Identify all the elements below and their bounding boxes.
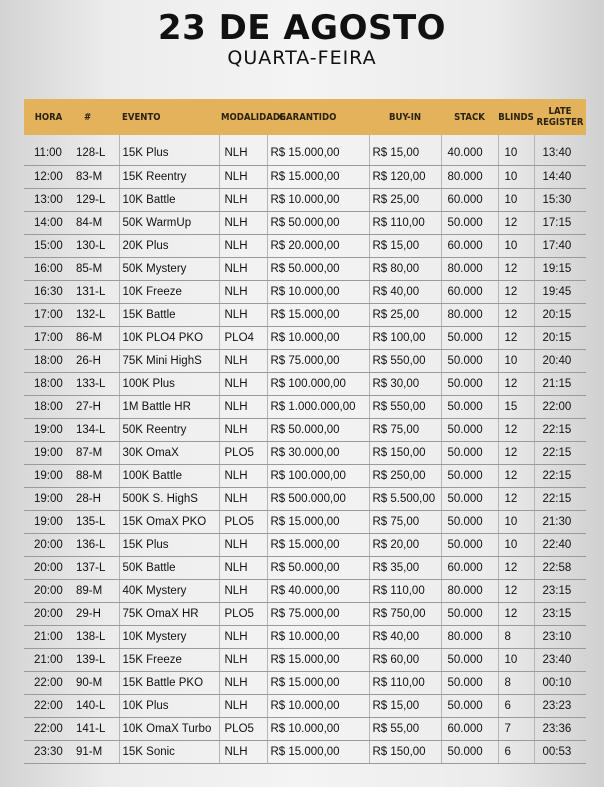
table-row: [24, 326, 586, 349]
cell-blinds: 10: [498, 648, 534, 671]
cell-stack: 50.000: [441, 671, 498, 694]
cell-late-register: 00:53: [534, 740, 586, 763]
cell-stack: 60.000: [441, 280, 498, 303]
cell-modalidade: NLH: [219, 257, 267, 280]
cell-blinds: 10: [498, 135, 534, 165]
cell-hora: 11:00: [24, 135, 73, 165]
cell-blinds: 7: [498, 717, 534, 740]
cell-evento: 100K Plus: [119, 372, 219, 395]
cell-modalidade: NLH: [219, 211, 267, 234]
cell-modalidade: NLH: [219, 165, 267, 188]
cell-stack: 80.000: [441, 257, 498, 280]
col-header-late-register: [534, 99, 586, 135]
cell-modalidade: NLH: [219, 648, 267, 671]
page-subtitle: QUARTA-FEIRA: [227, 47, 377, 69]
cell-hora: 19:00: [24, 487, 73, 510]
cell-buyin: R$ 100,00: [369, 326, 441, 349]
cell-number: 86-M: [73, 326, 119, 349]
cell-modalidade: NLH: [219, 464, 267, 487]
cell-buyin: R$ 25,00: [369, 188, 441, 211]
cell-blinds: 12: [498, 303, 534, 326]
cell-late-register: 21:30: [534, 510, 586, 533]
cell-stack: 50.000: [441, 326, 498, 349]
cell-garantido: R$ 15.000,00: [267, 165, 369, 188]
cell-stack: 50.000: [441, 694, 498, 717]
cell-garantido: R$ 50.000,00: [267, 418, 369, 441]
cell-evento: 15K Sonic: [119, 740, 219, 763]
col-header-evento: EVENTO: [122, 111, 161, 123]
table-row: [24, 211, 586, 234]
table-row: [24, 395, 586, 418]
col-header-garantido: GARANTIDO: [279, 111, 337, 123]
cell-evento: 100K Battle: [119, 464, 219, 487]
cell-garantido: R$ 15.000,00: [267, 671, 369, 694]
col-header-hora: HORA: [34, 111, 63, 123]
cell-late-register: 22:00: [534, 395, 586, 418]
cell-modalidade: NLH: [219, 487, 267, 510]
cell-blinds: 8: [498, 671, 534, 694]
table-row: [24, 510, 586, 533]
cell-evento: 50K Reentry: [119, 418, 219, 441]
cell-blinds: 8: [498, 625, 534, 648]
cell-buyin: R$ 60,00: [369, 648, 441, 671]
cell-evento: 50K WarmUp: [119, 211, 219, 234]
cell-hora: 21:00: [24, 625, 73, 648]
cell-late-register: 22:40: [534, 533, 586, 556]
cell-stack: 60.000: [441, 188, 498, 211]
cell-hora: 13:00: [24, 188, 73, 211]
cell-number: 132-L: [73, 303, 119, 326]
cell-number: 139-L: [73, 648, 119, 671]
cell-number: 140-L: [73, 694, 119, 717]
table-row: [24, 648, 586, 671]
cell-buyin: R$ 5.500,00: [369, 487, 441, 510]
cell-modalidade: NLH: [219, 418, 267, 441]
cell-stack: 50.000: [441, 487, 498, 510]
cell-late-register: 23:10: [534, 625, 586, 648]
cell-stack: 40.000: [441, 135, 498, 165]
cell-evento: 10K Freeze: [119, 280, 219, 303]
cell-blinds: 12: [498, 326, 534, 349]
cell-buyin: R$ 150,00: [369, 441, 441, 464]
cell-stack: 50.000: [441, 648, 498, 671]
cell-number: 130-L: [73, 234, 119, 257]
cell-stack: 80.000: [441, 625, 498, 648]
cell-buyin: R$ 80,00: [369, 257, 441, 280]
cell-garantido: R$ 75.000,00: [267, 602, 369, 625]
table-row: [24, 464, 586, 487]
cell-stack: 80.000: [441, 579, 498, 602]
table-row: [24, 671, 586, 694]
cell-hora: 20:00: [24, 533, 73, 556]
cell-stack: 50.000: [441, 740, 498, 763]
cell-garantido: R$ 50.000,00: [267, 211, 369, 234]
cell-late-register: 22:15: [534, 464, 586, 487]
cell-hora: 18:00: [24, 395, 73, 418]
cell-stack: 50.000: [441, 211, 498, 234]
cell-modalidade: NLH: [219, 395, 267, 418]
cell-late-register: 23:15: [534, 602, 586, 625]
cell-evento: 75K Mini HighS: [119, 349, 219, 372]
cell-buyin: R$ 15,00: [369, 694, 441, 717]
cell-hora: 22:00: [24, 694, 73, 717]
cell-evento: 30K OmaX: [119, 441, 219, 464]
cell-number: 89-M: [73, 579, 119, 602]
cell-blinds: 10: [498, 533, 534, 556]
page-title: 23 DE AGOSTO: [157, 8, 447, 48]
cell-buyin: R$ 550,00: [369, 395, 441, 418]
cell-garantido: R$ 10.000,00: [267, 326, 369, 349]
cell-evento: 15K Plus: [119, 135, 219, 165]
cell-evento: 15K OmaX PKO: [119, 510, 219, 533]
cell-number: 88-M: [73, 464, 119, 487]
cell-modalidade: PLO5: [219, 510, 267, 533]
cell-blinds: 12: [498, 211, 534, 234]
cell-hora: 19:00: [24, 418, 73, 441]
cell-stack: 50.000: [441, 510, 498, 533]
cell-evento: 75K OmaX HR: [119, 602, 219, 625]
cell-late-register: 13:40: [534, 135, 586, 165]
table-row: [24, 441, 586, 464]
cell-blinds: 12: [498, 441, 534, 464]
cell-garantido: R$ 30.000,00: [267, 441, 369, 464]
cell-evento: 10K Plus: [119, 694, 219, 717]
cell-stack: 50.000: [441, 533, 498, 556]
cell-number: 133-L: [73, 372, 119, 395]
cell-evento: 20K Plus: [119, 234, 219, 257]
cell-hora: 19:00: [24, 464, 73, 487]
cell-hora: 14:00: [24, 211, 73, 234]
cell-late-register: 21:15: [534, 372, 586, 395]
cell-number: 28-H: [73, 487, 119, 510]
cell-evento: 15K Reentry: [119, 165, 219, 188]
cell-number: 135-L: [73, 510, 119, 533]
cell-evento: 10K Battle: [119, 188, 219, 211]
cell-number: 131-L: [73, 280, 119, 303]
cell-number: 137-L: [73, 556, 119, 579]
cell-garantido: R$ 75.000,00: [267, 349, 369, 372]
cell-modalidade: NLH: [219, 694, 267, 717]
cell-evento: 15K Battle PKO: [119, 671, 219, 694]
cell-modalidade: NLH: [219, 280, 267, 303]
cell-number: 138-L: [73, 625, 119, 648]
cell-stack: 60.000: [441, 556, 498, 579]
cell-stack: 50.000: [441, 395, 498, 418]
cell-modalidade: NLH: [219, 740, 267, 763]
cell-hora: 16:00: [24, 257, 73, 280]
cell-evento: 10K PLO4 PKO: [119, 326, 219, 349]
cell-hora: 18:00: [24, 372, 73, 395]
cell-hora: 18:00: [24, 349, 73, 372]
cell-hora: 17:00: [24, 303, 73, 326]
table-body: [24, 135, 586, 763]
cell-stack: 50.000: [441, 464, 498, 487]
cell-buyin: R$ 75,00: [369, 418, 441, 441]
cell-buyin: R$ 110,00: [369, 671, 441, 694]
cell-modalidade: NLH: [219, 533, 267, 556]
table-row: [24, 694, 586, 717]
cell-buyin: R$ 120,00: [369, 165, 441, 188]
cell-modalidade: NLH: [219, 579, 267, 602]
cell-blinds: 10: [498, 165, 534, 188]
cell-number: 84-M: [73, 211, 119, 234]
cell-buyin: R$ 15,00: [369, 234, 441, 257]
cell-blinds: 12: [498, 464, 534, 487]
cell-late-register: 20:40: [534, 349, 586, 372]
cell-number: 141-L: [73, 717, 119, 740]
cell-modalidade: NLH: [219, 372, 267, 395]
cell-modalidade: PLO4: [219, 326, 267, 349]
cell-stack: 50.000: [441, 372, 498, 395]
table-row: [24, 625, 586, 648]
cell-buyin: R$ 110,00: [369, 579, 441, 602]
cell-modalidade: NLH: [219, 135, 267, 165]
cell-evento: 1M Battle HR: [119, 395, 219, 418]
table-row: [24, 372, 586, 395]
cell-late-register: 19:15: [534, 257, 586, 280]
col-header-stack: STACK: [454, 111, 485, 123]
cell-garantido: R$ 1.000.000,00: [267, 395, 369, 418]
col-header-num: #: [84, 111, 92, 123]
cell-buyin: R$ 20,00: [369, 533, 441, 556]
cell-garantido: R$ 500.000,00: [267, 487, 369, 510]
cell-evento: 15K Battle: [119, 303, 219, 326]
table-row: [24, 740, 586, 763]
cell-modalidade: PLO5: [219, 717, 267, 740]
cell-evento: 50K Mystery: [119, 257, 219, 280]
cell-evento: 10K Mystery: [119, 625, 219, 648]
cell-hora: 19:00: [24, 441, 73, 464]
cell-blinds: 12: [498, 280, 534, 303]
cell-number: 90-M: [73, 671, 119, 694]
cell-hora: 17:00: [24, 326, 73, 349]
cell-evento: 15K Freeze: [119, 648, 219, 671]
cell-late-register: 22:15: [534, 418, 586, 441]
cell-blinds: 12: [498, 487, 534, 510]
cell-blinds: 15: [498, 395, 534, 418]
table-row: [24, 556, 586, 579]
cell-number: 26-H: [73, 349, 119, 372]
cell-hora: 16:30: [24, 280, 73, 303]
table-row: [24, 487, 586, 510]
cell-garantido: R$ 15.000,00: [267, 533, 369, 556]
cell-buyin: R$ 40,00: [369, 280, 441, 303]
cell-buyin: R$ 750,00: [369, 602, 441, 625]
cell-blinds: 12: [498, 579, 534, 602]
cell-buyin: R$ 25,00: [369, 303, 441, 326]
cell-evento: 50K Battle: [119, 556, 219, 579]
table-row: [24, 135, 586, 165]
col-header-buyin: BUY-IN: [388, 111, 422, 123]
cell-number: 85-M: [73, 257, 119, 280]
cell-modalidade: NLH: [219, 556, 267, 579]
table-header-row: [24, 99, 586, 135]
cell-blinds: 6: [498, 740, 534, 763]
cell-modalidade: NLH: [219, 625, 267, 648]
cell-garantido: R$ 20.000,00: [267, 234, 369, 257]
cell-late-register: 20:15: [534, 303, 586, 326]
cell-buyin: R$ 55,00: [369, 717, 441, 740]
cell-stack: 50.000: [441, 602, 498, 625]
cell-late-register: 15:30: [534, 188, 586, 211]
cell-garantido: R$ 15.000,00: [267, 510, 369, 533]
cell-number: 87-M: [73, 441, 119, 464]
cell-late-register: 23:23: [534, 694, 586, 717]
cell-stack: 60.000: [441, 717, 498, 740]
cell-garantido: R$ 100.000,00: [267, 464, 369, 487]
cell-modalidade: NLH: [219, 349, 267, 372]
cell-modalidade: NLH: [219, 188, 267, 211]
cell-blinds: 10: [498, 510, 534, 533]
table-row: [24, 234, 586, 257]
cell-hora: 20:00: [24, 579, 73, 602]
cell-late-register: 22:58: [534, 556, 586, 579]
cell-hora: 12:00: [24, 165, 73, 188]
cell-garantido: R$ 15.000,00: [267, 648, 369, 671]
cell-blinds: 12: [498, 257, 534, 280]
table-row: [24, 257, 586, 280]
cell-garantido: R$ 10.000,00: [267, 717, 369, 740]
cell-stack: 80.000: [441, 303, 498, 326]
table-row: [24, 533, 586, 556]
cell-blinds: 6: [498, 694, 534, 717]
cell-garantido: R$ 100.000,00: [267, 372, 369, 395]
cell-hora: 20:00: [24, 556, 73, 579]
cell-evento: 15K Plus: [119, 533, 219, 556]
cell-number: 134-L: [73, 418, 119, 441]
cell-blinds: 12: [498, 556, 534, 579]
cell-hora: 23:30: [24, 740, 73, 763]
cell-stack: 60.000: [441, 234, 498, 257]
cell-number: 128-L: [73, 135, 119, 165]
table-row: [24, 717, 586, 740]
cell-buyin: R$ 30,00: [369, 372, 441, 395]
table-row: [24, 280, 586, 303]
cell-modalidade: NLH: [219, 671, 267, 694]
cell-buyin: R$ 150,00: [369, 740, 441, 763]
cell-late-register: 23:15: [534, 579, 586, 602]
cell-modalidade: PLO5: [219, 441, 267, 464]
col-header-modalidade: MODALIDADE: [221, 111, 286, 123]
cell-late-register: 23:40: [534, 648, 586, 671]
cell-late-register: 22:15: [534, 487, 586, 510]
table-row: [24, 349, 586, 372]
cell-late-register: 17:15: [534, 211, 586, 234]
cell-garantido: R$ 10.000,00: [267, 188, 369, 211]
late-label: LATE: [548, 106, 572, 117]
cell-garantido: R$ 10.000,00: [267, 694, 369, 717]
cell-buyin: R$ 40,00: [369, 625, 441, 648]
cell-number: 29-H: [73, 602, 119, 625]
cell-hora: 15:00: [24, 234, 73, 257]
cell-late-register: 22:15: [534, 441, 586, 464]
cell-garantido: R$ 15.000,00: [267, 303, 369, 326]
cell-blinds: 10: [498, 234, 534, 257]
cell-late-register: 23:36: [534, 717, 586, 740]
cell-modalidade: NLH: [219, 303, 267, 326]
cell-late-register: 20:15: [534, 326, 586, 349]
cell-late-register: 14:40: [534, 165, 586, 188]
cell-stack: 50.000: [441, 418, 498, 441]
cell-hora: 20:00: [24, 602, 73, 625]
register-label: REGISTER: [536, 117, 584, 128]
table-row: [24, 303, 586, 326]
cell-stack: 50.000: [441, 441, 498, 464]
table-row: [24, 579, 586, 602]
cell-garantido: R$ 50.000,00: [267, 257, 369, 280]
cell-hora: 22:00: [24, 671, 73, 694]
cell-number: 27-H: [73, 395, 119, 418]
cell-evento: 500K S. HighS: [119, 487, 219, 510]
cell-blinds: 12: [498, 418, 534, 441]
cell-number: 83-M: [73, 165, 119, 188]
cell-garantido: R$ 10.000,00: [267, 280, 369, 303]
cell-hora: 21:00: [24, 648, 73, 671]
cell-evento: 10K OmaX Turbo: [119, 717, 219, 740]
table-row: [24, 165, 586, 188]
cell-blinds: 12: [498, 602, 534, 625]
cell-stack: 80.000: [441, 165, 498, 188]
cell-buyin: R$ 110,00: [369, 211, 441, 234]
schedule-table: [24, 99, 586, 764]
table-row: [24, 602, 586, 625]
cell-number: 136-L: [73, 533, 119, 556]
cell-stack: 50.000: [441, 349, 498, 372]
cell-garantido: R$ 15.000,00: [267, 135, 369, 165]
cell-blinds: 10: [498, 188, 534, 211]
table-row: [24, 418, 586, 441]
cell-number: 129-L: [73, 188, 119, 211]
cell-blinds: 12: [498, 372, 534, 395]
table-row: [24, 188, 586, 211]
cell-modalidade: PLO5: [219, 602, 267, 625]
cell-late-register: 19:45: [534, 280, 586, 303]
cell-blinds: 10: [498, 349, 534, 372]
cell-garantido: R$ 15.000,00: [267, 740, 369, 763]
cell-buyin: R$ 15,00: [369, 135, 441, 165]
cell-late-register: 17:40: [534, 234, 586, 257]
cell-garantido: R$ 10.000,00: [267, 625, 369, 648]
cell-buyin: R$ 35,00: [369, 556, 441, 579]
cell-garantido: R$ 40.000,00: [267, 579, 369, 602]
cell-garantido: R$ 50.000,00: [267, 556, 369, 579]
cell-hora: 19:00: [24, 510, 73, 533]
cell-buyin: R$ 550,00: [369, 349, 441, 372]
cell-buyin: R$ 75,00: [369, 510, 441, 533]
cell-hora: 22:00: [24, 717, 73, 740]
cell-buyin: R$ 250,00: [369, 464, 441, 487]
cell-modalidade: NLH: [219, 234, 267, 257]
cell-late-register: 00:10: [534, 671, 586, 694]
cell-evento: 40K Mystery: [119, 579, 219, 602]
col-header-blinds: BLINDS: [498, 111, 534, 123]
cell-number: 91-M: [73, 740, 119, 763]
